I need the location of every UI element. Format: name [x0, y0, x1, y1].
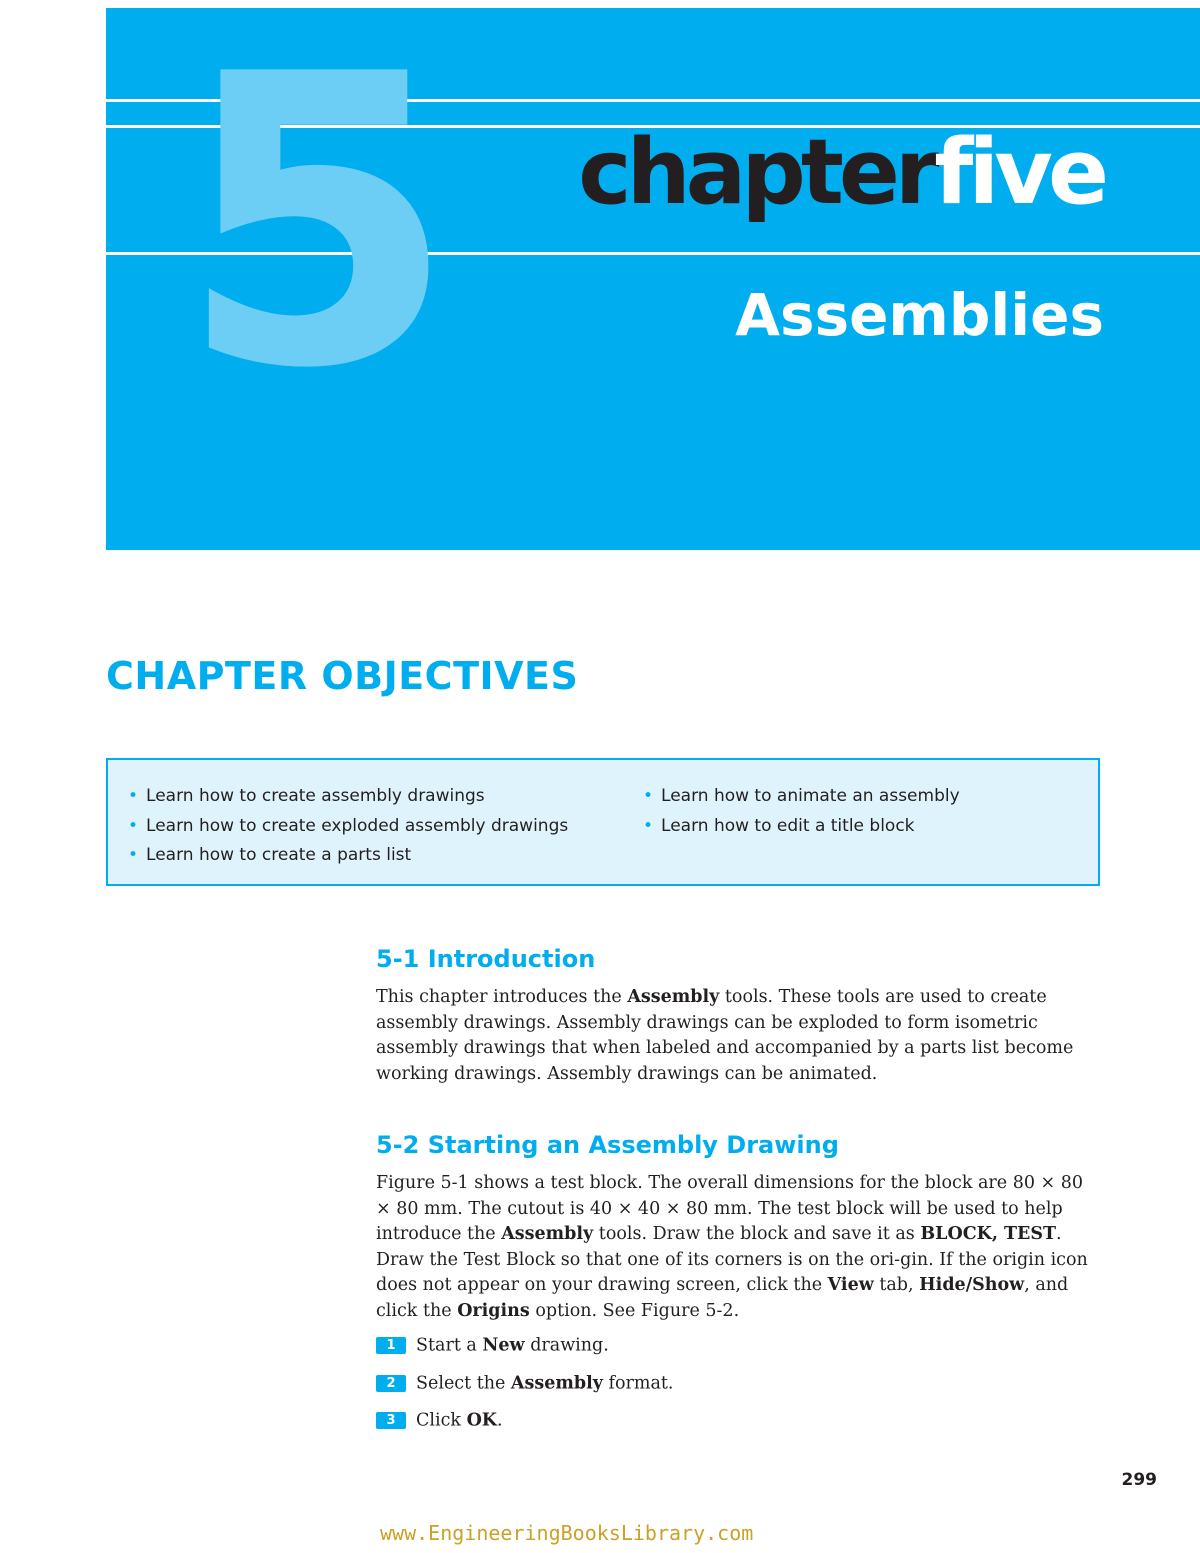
objective-text: Learn how to edit a title block [661, 815, 915, 836]
objectives-list-left [128, 782, 568, 871]
bullet-icon: • [128, 815, 139, 836]
objective-item [643, 812, 960, 842]
text-run: This chapter introduces the [376, 987, 628, 1007]
text-run: tools. These tools are used to create assembly drawings. Assembly drawings can be exploded to form isometric assembly drawings that when labeled and accompanied by a parts list become working drawings. Assembly drawings can be animated. [376, 987, 1074, 1084]
text-run: Start a [416, 1335, 483, 1356]
chapter-title: Assemblies [735, 281, 1104, 349]
section-heading-starting-assembly: 5-2 Starting an Assembly Drawing [376, 1131, 839, 1159]
footer-url: www.EngineeringBooksLibrary.com [380, 1521, 754, 1545]
objective-item [128, 841, 568, 871]
step-text [416, 1411, 503, 1431]
bold-run: Origins [457, 1300, 530, 1321]
bold-run: Assembly [627, 987, 720, 1007]
bold-run: Assembly [501, 1224, 594, 1244]
bold-run: New [482, 1335, 525, 1356]
text-run: . [497, 1410, 503, 1431]
bullet-icon: • [643, 786, 654, 806]
bold-run: Hide/Show [919, 1275, 1025, 1295]
starting-assembly-paragraph [376, 1171, 1101, 1324]
text-run: tab, [873, 1275, 920, 1295]
bullet-icon: • [643, 815, 654, 836]
step-item [376, 1410, 503, 1431]
step-text [416, 1374, 674, 1394]
step-number-badge: 2 [376, 1375, 406, 1392]
objective-item [643, 782, 960, 812]
text-run: option. See Figure 5-2. [529, 1300, 740, 1321]
objectives-heading: CHAPTER OBJECTIVES [106, 654, 579, 698]
introduction-paragraph [376, 985, 1101, 1087]
step-item [376, 1335, 609, 1356]
page-number: 299 [1121, 1470, 1157, 1490]
objective-text: Learn how to create exploded assembly drawings [146, 815, 569, 836]
step-number-badge: 1 [376, 1337, 406, 1354]
text-run: , and click the [376, 1275, 1069, 1321]
bold-run: Assembly [510, 1373, 603, 1394]
step-item [376, 1373, 674, 1394]
chapter-banner [106, 8, 1200, 550]
chapter-word: chapter [578, 120, 935, 225]
bullet-icon: • [128, 845, 139, 865]
text-run: Select the [416, 1373, 511, 1394]
objectives-box [106, 758, 1100, 886]
text-run: Figure 5-1 shows a test block. The overall dimensions for the block are 80 × 80 × 80 mm. The cutout is 40 × 40 × 80 mm. The test block will be used to help introduce the [376, 1173, 1084, 1244]
text-run: drawing. [524, 1335, 609, 1356]
objective-text: Learn how to create a parts list [146, 845, 412, 865]
text-run: tools. Draw the block and save it as [593, 1224, 921, 1244]
objective-text: Learn how to animate an assembly [661, 786, 960, 806]
bullet-icon: • [128, 786, 139, 806]
chapter-big-number: 5 [178, 8, 457, 456]
chapter-label [578, 120, 1104, 225]
text-run: . Draw the Test Block so that one of its corners is on the ori-gin. If the origin icon does not appear on your drawing screen, click the [376, 1224, 1088, 1295]
objective-text: Learn how to create assembly drawings [146, 786, 485, 806]
objectives-list-right [643, 782, 960, 841]
bold-run: OK [466, 1410, 498, 1431]
objective-item [128, 782, 568, 812]
chapter-number-word: five [934, 120, 1104, 225]
bold-run: View [827, 1275, 874, 1295]
objective-item [128, 812, 568, 842]
text-run: Click [416, 1410, 467, 1431]
section-heading-introduction: 5-1 Introduction [376, 945, 596, 973]
bold-run: BLOCK, TEST [920, 1224, 1057, 1244]
text-run: format. [602, 1373, 674, 1394]
step-number-badge: 3 [376, 1412, 406, 1429]
step-text [416, 1336, 609, 1356]
